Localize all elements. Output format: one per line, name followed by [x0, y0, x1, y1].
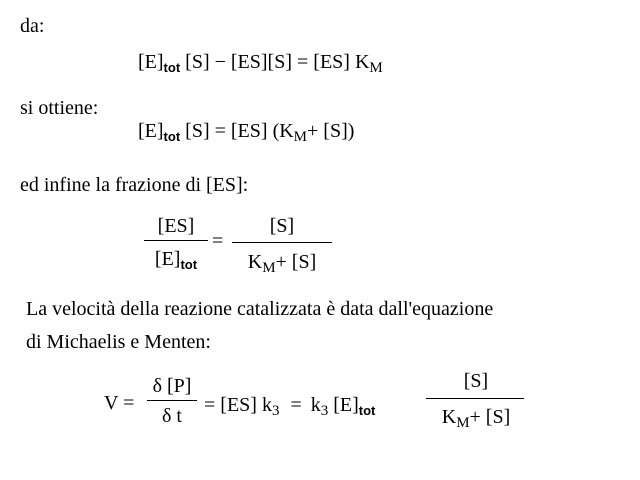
- equation-1: [138, 50, 383, 76]
- eq4-e: [E]: [333, 394, 359, 416]
- eq3-left-denominator: [144, 247, 208, 273]
- eq4-numerator-dp: δ [P]: [152, 375, 192, 397]
- eq4-equals-es-k: = [ES] k: [204, 394, 272, 416]
- eq3-den-tot-subscript: tot: [180, 257, 198, 272]
- eq3-right-denominator: [232, 250, 332, 276]
- label-ed-infine: ed infine la frazione di [ES]:: [20, 174, 249, 196]
- equation-2: [138, 119, 354, 145]
- paragraph-line-1: La velocità della reazione catalizzata è data dall'equazione: [26, 298, 494, 320]
- eq4-numerator-s: [S]: [463, 370, 489, 392]
- eq1-e: [E]: [138, 51, 164, 73]
- eq1-k: K: [354, 51, 370, 73]
- eq4-v-letter: V: [104, 392, 119, 414]
- eq4-den-k: K: [441, 406, 457, 428]
- eq4-denominator-km-s: [426, 405, 526, 431]
- eq1-minus: −: [214, 51, 226, 73]
- eq3-den-m-subscript: M: [262, 260, 276, 276]
- eq1-m-subscript: M: [369, 60, 383, 76]
- eq3-left-fraction-bar: [144, 240, 208, 241]
- eq2-s: [S]: [185, 120, 210, 142]
- eq2-es: [ES]: [230, 120, 268, 142]
- eq1-es-s: [ES][S]: [230, 51, 292, 73]
- paragraph-line-2: di Michaelis e Menten:: [26, 331, 211, 353]
- eq3-den-k: K: [247, 251, 263, 273]
- label-si-ottiene: si ottiene:: [20, 97, 99, 119]
- eq4-denominator-dt: δ t: [162, 405, 182, 427]
- eq4-equals-1: =: [123, 392, 135, 414]
- eq4-v: [104, 391, 134, 415]
- eq2-tot-subscript: tot: [163, 129, 181, 144]
- eq4-three-subscript-2: 3: [320, 403, 329, 419]
- eq3-right-fraction-bar: [232, 242, 332, 243]
- eq3-right-numerator: [S]: [269, 215, 295, 237]
- eq4-middle: [204, 393, 375, 419]
- eq4-den-rest: + [S]: [469, 406, 511, 428]
- eq2-open-k: (K: [272, 120, 294, 142]
- eq4-s-fraction-bar: [426, 398, 524, 399]
- eq1-s: [S]: [185, 51, 210, 73]
- eq2-e: [E]: [138, 120, 164, 142]
- eq3-left-numerator: [ES]: [157, 215, 195, 237]
- eq3-den-rest: + [S]: [275, 251, 317, 273]
- eq4-three-subscript-1: 3: [271, 403, 280, 419]
- eq3-equals: =: [212, 230, 224, 252]
- eq2-m-subscript: M: [293, 129, 308, 145]
- eq1-tot-subscript: tot: [163, 60, 181, 75]
- eq2-plus-s: + [S]): [307, 120, 355, 142]
- eq2-equals: =: [214, 120, 226, 142]
- eq3-den-e: [E]: [154, 248, 181, 270]
- eq4-den-m-subscript: M: [456, 415, 470, 431]
- eq4-k: k: [310, 394, 321, 416]
- eq1-es: [ES]: [313, 51, 350, 73]
- eq4-tot-subscript: tot: [358, 403, 376, 418]
- eq4-equals-3: =: [290, 394, 302, 416]
- label-da: da:: [20, 15, 45, 37]
- eq4-dt-fraction-bar: [147, 400, 197, 401]
- eq1-equals: =: [297, 51, 309, 73]
